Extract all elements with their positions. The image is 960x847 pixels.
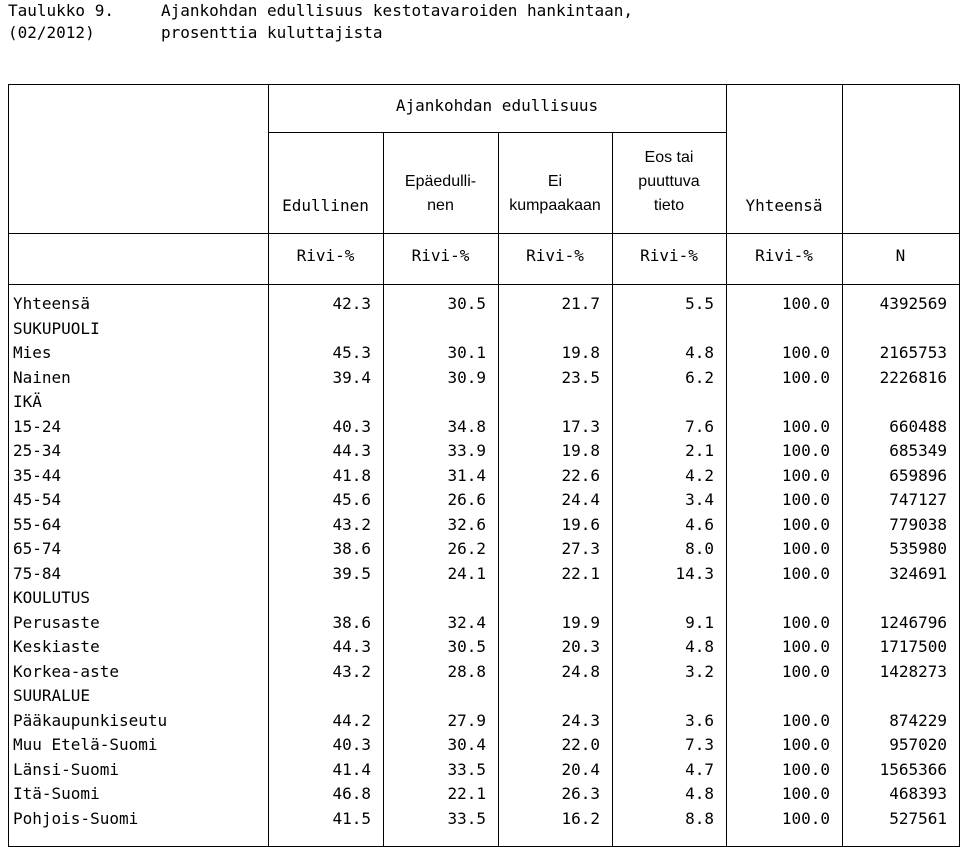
table-cell: 9.1	[685, 612, 714, 632]
table-cell: 32.4	[447, 612, 486, 632]
table-cell: 4.7	[685, 759, 714, 779]
row-label: 55-64	[13, 514, 62, 534]
table-number: Taulukko 9.	[8, 1, 114, 20]
column-header: kumpaakaan	[509, 197, 601, 214]
table-caption	[8, 0, 633, 44]
table-cell: 39.5	[332, 563, 371, 583]
row-label: Yhteensä	[13, 294, 91, 313]
table-cell: 33.5	[447, 759, 486, 779]
table-cell: 100.0	[781, 465, 830, 485]
table-cell: 100.0	[781, 490, 830, 509]
table-cell: 24.8	[561, 661, 600, 681]
table-cell: 20.4	[561, 759, 600, 779]
table-cell: 22.0	[561, 735, 600, 754]
table-cell: 100.0	[781, 441, 830, 460]
table-cell: 14.3	[675, 563, 714, 583]
table-cell: 100.0	[781, 612, 830, 632]
row-label: 45-54	[13, 490, 62, 509]
table-cell: 24.3	[561, 710, 600, 730]
table-cell: 27.3	[561, 539, 600, 558]
unit-header: Rivi-%	[526, 246, 584, 265]
table-cell: 4.8	[685, 784, 714, 803]
table-cell: 100.0	[781, 367, 830, 387]
table-cell: 2226816	[879, 367, 947, 387]
row-label: KOULUTUS	[13, 588, 91, 607]
table-cell: 30.5	[447, 637, 486, 656]
table-cell: 30.1	[447, 343, 486, 362]
column-header: puuttuva	[638, 173, 700, 190]
table-cell: 8.0	[685, 539, 714, 558]
table-cell: 27.9	[447, 710, 486, 730]
table-cell: 3.2	[685, 661, 714, 681]
table-cell: 34.8	[447, 416, 486, 436]
table-cell: 659896	[889, 465, 947, 485]
table-cell: 4.2	[685, 465, 714, 485]
row-label: Keskiaste	[13, 637, 100, 656]
table-cell: 4.6	[685, 514, 714, 534]
table-cell: 24.4	[561, 490, 600, 509]
unit-header: Rivi-%	[755, 246, 813, 265]
table-cell: 26.6	[447, 490, 486, 509]
row-label: Mies	[13, 343, 52, 362]
table-cell: 40.3	[332, 735, 371, 754]
column-header: Epäedulli-	[404, 173, 477, 190]
table-cell: 8.8	[685, 808, 714, 828]
column-header: Ei	[547, 173, 563, 190]
table-cell: 100.0	[781, 514, 830, 534]
table-cell: 19.8	[561, 441, 600, 460]
column-header: tieto	[653, 197, 685, 214]
table-cell: 45.3	[332, 343, 371, 362]
row-label: 25-34	[13, 441, 62, 460]
table-cell: 1565366	[879, 759, 947, 779]
row-label: SUURALUE	[13, 686, 91, 705]
table-cell: 324691	[889, 563, 947, 583]
table-cell: 42.3	[332, 294, 371, 313]
table-cell: 100.0	[781, 759, 830, 779]
table-cell: 957020	[889, 735, 947, 754]
table-cell: 41.8	[332, 465, 371, 485]
table-cell: 19.6	[561, 514, 600, 534]
table-cell: 2165753	[879, 343, 947, 362]
row-label: SUKUPUOLI	[13, 318, 100, 338]
table-cell: 41.4	[332, 759, 371, 779]
table-cell: 32.6	[447, 514, 486, 534]
table-cell: 1717500	[879, 637, 947, 656]
row-label: 75-84	[13, 563, 62, 583]
table-cell: 46.8	[332, 784, 371, 803]
table-cell: 33.5	[447, 808, 486, 828]
table-cell: 43.2	[332, 661, 371, 681]
group-header: Ajankohdan edullisuus	[395, 96, 599, 115]
row-label: 65-74	[13, 539, 62, 558]
table-date: (02/2012)	[8, 23, 95, 42]
column-header: nen	[427, 197, 454, 214]
table-cell: 41.5	[332, 808, 371, 828]
table-cell: 4.8	[685, 637, 714, 656]
table-cell: 43.2	[332, 514, 371, 534]
table-cell: 44.3	[332, 637, 371, 656]
table-cell: 747127	[889, 490, 947, 509]
table-cell: 21.7	[561, 294, 600, 313]
row-label: Perusaste	[13, 612, 100, 632]
table-cell: 40.3	[332, 416, 371, 436]
table-cell: 24.1	[447, 563, 486, 583]
unit-header: Rivi-%	[411, 246, 470, 265]
table-title: Ajankohdan edullisuus kestotavaroiden hankintaan,	[161, 1, 634, 20]
table-cell: 19.9	[561, 612, 600, 632]
table-cell: 44.2	[332, 710, 371, 730]
table-cell: 527561	[889, 808, 947, 828]
table-cell: 7.6	[685, 416, 714, 436]
table-cell: 2.1	[685, 441, 714, 460]
column-header: Eos tai	[644, 149, 694, 166]
table-cell: 17.3	[561, 416, 600, 436]
table-cell: 1246796	[879, 612, 947, 632]
row-label: 15-24	[13, 416, 62, 436]
table-cell: 100.0	[781, 637, 830, 656]
table-cell: 22.1	[561, 563, 600, 583]
table-cell: 22.6	[561, 465, 600, 485]
table-cell: 100.0	[781, 710, 830, 730]
table-cell: 45.6	[332, 490, 371, 509]
table-cell: 7.3	[685, 735, 714, 754]
table-cell: 22.1	[447, 784, 486, 803]
column-header: Edullinen	[282, 196, 369, 215]
table-cell: 468393	[889, 784, 947, 803]
table-cell: 38.6	[332, 612, 371, 632]
table-cell: 535980	[889, 539, 947, 558]
table-cell: 5.5	[685, 294, 714, 313]
table-cell: 4392569	[879, 294, 947, 313]
unit-header: Rivi-%	[296, 246, 355, 265]
table-cell: 779038	[889, 514, 947, 534]
table-cell: 100.0	[781, 416, 830, 436]
row-label: Pohjois-Suomi	[13, 808, 139, 828]
row-label: Korkea-aste	[13, 661, 119, 681]
table-cell: 30.4	[447, 735, 486, 754]
data-table	[8, 84, 960, 847]
unit-header: Rivi-%	[640, 246, 698, 265]
row-label: Muu Etelä-Suomi	[13, 735, 158, 754]
table-cell: 100.0	[781, 735, 830, 754]
row-label: Itä-Suomi	[13, 784, 100, 803]
row-label: Länsi-Suomi	[13, 759, 119, 779]
column-header: Yhteensä	[745, 196, 823, 215]
table-cell: 39.4	[332, 367, 371, 387]
row-label: Pääkaupunkiseutu	[13, 710, 168, 730]
table-cell: 16.2	[561, 808, 600, 828]
table-cell: 100.0	[781, 661, 830, 681]
unit-header: N	[895, 246, 906, 265]
table-title-cont: prosenttia kuluttajista	[161, 23, 383, 42]
table-cell: 100.0	[781, 539, 830, 558]
table-cell: 26.3	[561, 784, 600, 803]
table-cell: 44.3	[332, 441, 371, 460]
table-cell: 100.0	[781, 563, 830, 583]
table-cell: 685349	[889, 441, 947, 460]
table-cell: 38.6	[332, 539, 371, 558]
table-cell: 30.9	[447, 367, 486, 387]
table-cell: 6.2	[685, 367, 714, 387]
table-cell: 100.0	[781, 808, 830, 828]
row-label: IKÄ	[13, 392, 42, 411]
table-cell: 100.0	[781, 343, 830, 362]
table-cell: 19.8	[561, 343, 600, 362]
table-cell: 26.2	[447, 539, 486, 558]
table-cell: 28.8	[447, 661, 486, 681]
table-cell: 1428273	[879, 661, 947, 681]
table-cell: 3.4	[685, 490, 714, 509]
table-cell: 33.9	[447, 441, 486, 460]
table-cell: 23.5	[561, 367, 600, 387]
table-cell: 20.3	[561, 637, 600, 656]
table-cell: 874229	[889, 710, 947, 730]
table-cell: 3.6	[685, 710, 714, 730]
table-cell: 30.5	[447, 294, 486, 313]
table-cell: 100.0	[781, 294, 830, 313]
table-cell: 4.8	[685, 343, 714, 362]
table-cell: 660488	[889, 416, 947, 436]
table-cell: 100.0	[781, 784, 830, 803]
row-label: Nainen	[13, 367, 71, 387]
row-label: 35-44	[13, 465, 62, 485]
table-cell: 31.4	[447, 465, 486, 485]
